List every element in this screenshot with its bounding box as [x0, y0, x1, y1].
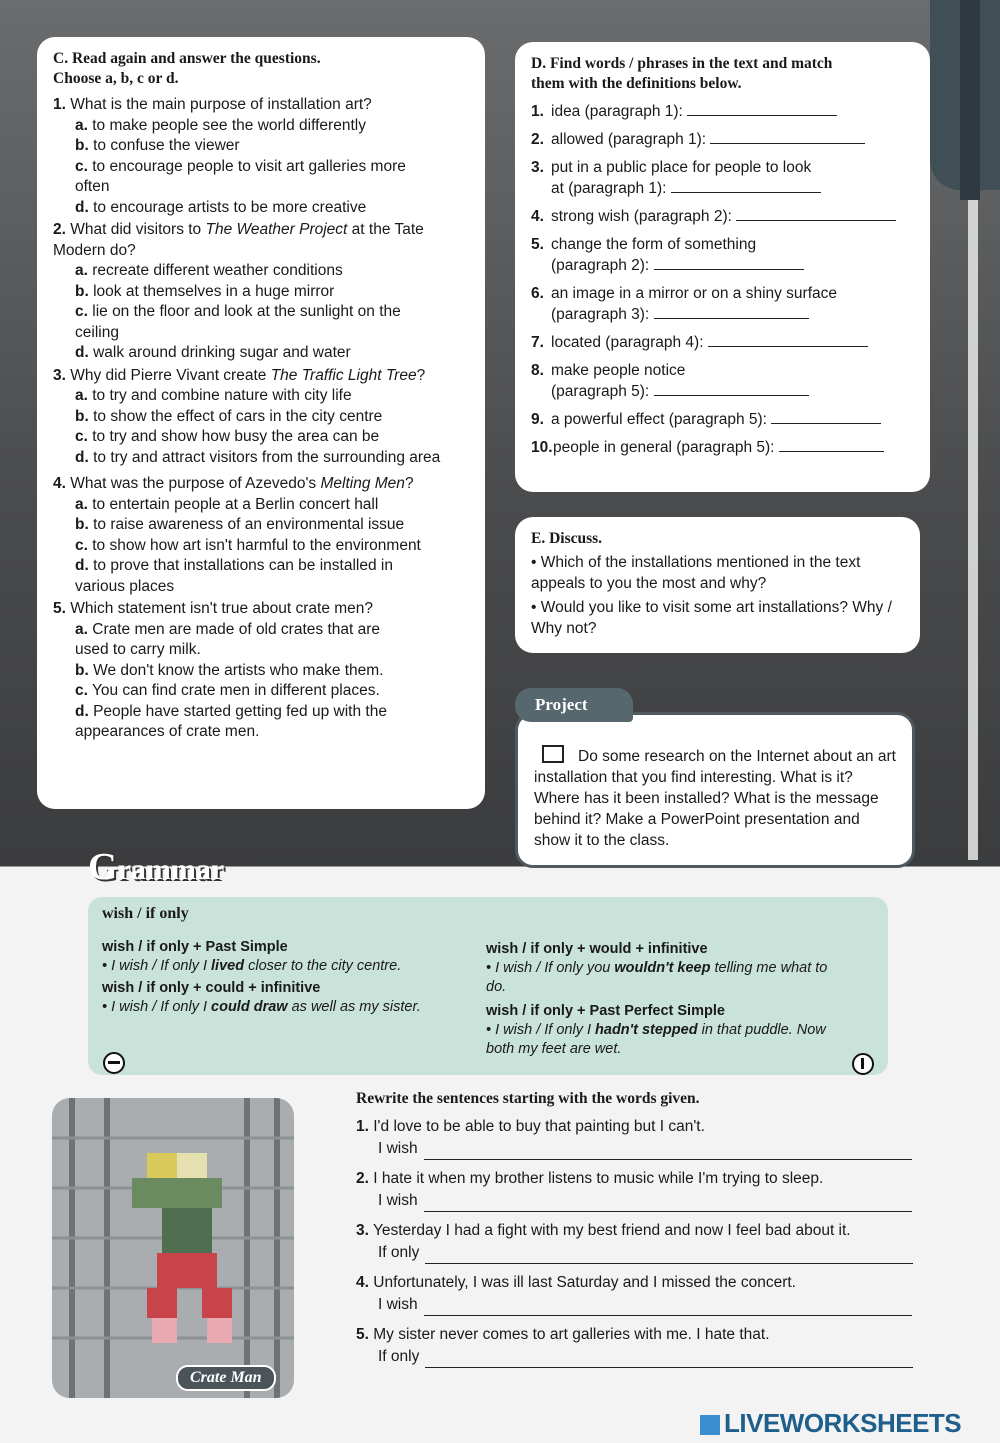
- crate-man-photo: [52, 1098, 294, 1398]
- definition-item: 7. located (paragraph 4):: [531, 332, 914, 353]
- definition-item: 8. make people notice (paragraph 5):: [531, 360, 914, 402]
- discussion-bullet: • Which of the installations mentioned in the text appeals to you the most and why?: [531, 554, 861, 592]
- definition-item: 4. strong wish (paragraph 2):: [531, 206, 914, 227]
- definition-item: 6. an image in a mirror or on a shiny surface (paragraph 3):: [531, 285, 838, 323]
- answer-blank[interactable]: [671, 178, 821, 193]
- definition-item: 2. allowed (paragraph 1):: [531, 129, 914, 150]
- answer-blank[interactable]: [687, 101, 837, 116]
- question-5: [53, 599, 469, 743]
- question-2: 2. What did visitors to The Weather Project at the Tate Modern do? a. recreate different weather conditions b. look at themselves in a huge mirror c. lie on the floor and look at the sunlight on the ceiling d. walk around drinking sugar and water: [53, 220, 469, 364]
- definition-item: 9. a powerful effect (paragraph 5):: [531, 409, 914, 430]
- answer-blank[interactable]: [779, 437, 884, 452]
- definition-item: 3. put in a public place for people to look at (paragraph 1):: [531, 157, 914, 199]
- project-box: [515, 712, 915, 868]
- grammar-example: • I wish / If only I hadn't stepped in that puddle. Now both my feet are wet.: [486, 1022, 826, 1057]
- rewrite-item: 2. I hate it when my brother listens to music while I'm trying to sleep. I wish: [342, 1168, 942, 1212]
- answer-line[interactable]: [425, 1249, 913, 1264]
- answer-blank[interactable]: [654, 304, 809, 319]
- rewrite-item: 3. Yesterday I had a fight with my best friend and now I feel bad about it. If only: [342, 1220, 942, 1264]
- section-c-box: [37, 37, 485, 809]
- question-text: Which statement isn't true about crate men?: [70, 600, 374, 617]
- grammar-rule: wish / if only + Past Simple: [102, 939, 288, 955]
- exclamation-circle-icon: [852, 1053, 874, 1075]
- option[interactable]: a. recreate different weather conditions: [75, 262, 343, 279]
- rewrite-header: Rewrite the sentences starting with the words given.: [356, 1090, 700, 1107]
- answer-line[interactable]: [424, 1197, 912, 1212]
- photo-caption: Crate Man: [176, 1365, 276, 1391]
- section-e-header: E. Discuss.: [531, 530, 603, 547]
- liveworksheets-logo[interactable]: LIVEWORKSHEETS: [700, 1408, 961, 1439]
- answer-blank[interactable]: [654, 381, 809, 396]
- answer-blank[interactable]: [736, 206, 896, 221]
- question-3: 3. Why did Pierre Vivant create The Traffic Light Tree? a. to try and combine nature with city life b. to show the effect of cars in the city centre c. to try and show how busy the area can be d. to try and attract visitors from the surrounding area: [53, 366, 469, 469]
- rewrite-item: 5. My sister never comes to art galleries with me. I hate that. If only: [342, 1324, 942, 1368]
- rewrite-item: 4. Unfortunately, I was ill last Saturday and I missed the concert. I wish: [342, 1272, 942, 1316]
- rewrite-item: 1. I'd love to be able to buy that painting but I can't. I wish: [342, 1116, 942, 1160]
- section-d-subheader: them with the definitions below.: [531, 75, 742, 92]
- option[interactable]: a. to make people see the world differently: [75, 116, 366, 134]
- answer-blank[interactable]: [771, 409, 881, 424]
- grammar-col-right: [486, 939, 846, 1059]
- option[interactable]: c. to show how art isn't harmful to the environment: [75, 536, 421, 554]
- question-number: 1.: [53, 96, 66, 113]
- option[interactable]: d. to encourage artists to be more creative: [75, 198, 367, 216]
- grammar-rule: wish / if only + could + infinitive: [102, 980, 321, 996]
- answer-blank[interactable]: [710, 129, 865, 144]
- answer-blank[interactable]: [708, 332, 868, 347]
- option[interactable]: a. Crate men are made of old crates that are used to carry milk.: [75, 620, 381, 658]
- grammar-example: • I wish / If only I could draw as well as my sister.: [102, 999, 421, 1015]
- section-d-header: D. Find words / phrases in the text and match: [531, 55, 833, 72]
- option[interactable]: c. to try and show how busy the area can be: [75, 428, 380, 445]
- section-c-subheader: Choose a, b, c or d.: [53, 70, 179, 87]
- project-text: Do some research on the Internet about an art installation that you find interesting. What is it? Where has it been installed? What is the message behind it? Make a PowerPoint presentation and show it to the class.: [534, 748, 896, 849]
- grammar-col-left: [102, 937, 482, 1017]
- discussion-bullet: • Would you like to visit some art installations? Why / Why not?: [531, 599, 892, 637]
- section-c-header: C. Read again and answer the questions.: [53, 50, 321, 67]
- option[interactable]: b. We don't know the artists who make them.: [75, 661, 384, 679]
- option[interactable]: d. to prove that installations can be installed in various places: [75, 557, 393, 595]
- crate-man-illustration: [52, 1098, 294, 1398]
- answer-blank[interactable]: [654, 255, 804, 270]
- option[interactable]: d. People have started getting fed up with the appearances of crate men.: [75, 702, 387, 740]
- section-d-box: [515, 42, 930, 492]
- grammar-rule: wish / if only + Past Perfect Simple: [486, 1003, 725, 1019]
- question-number: 2.: [53, 221, 66, 238]
- logo-icon: [700, 1415, 720, 1435]
- option[interactable]: b. look at themselves in a huge mirror: [75, 282, 335, 300]
- section-e-box: [515, 517, 920, 653]
- question-4: 4. What was the purpose of Azevedo's Melting Men? a. to entertain people at a Berlin concert hall b. to raise awareness of an environmental issue c. to show how art isn't harmful to the environment d. to prove that installations can be installed in various places: [53, 474, 469, 597]
- option[interactable]: a. to try and combine nature with city life: [75, 387, 352, 404]
- project-tab: Project: [515, 688, 633, 722]
- answer-line[interactable]: [424, 1301, 912, 1316]
- definition-item: 10. people in general (paragraph 5):: [531, 437, 914, 458]
- definition-item: 1. idea (paragraph 1):: [531, 101, 914, 122]
- question-number: 4.: [53, 475, 66, 492]
- option[interactable]: b. to confuse the viewer: [75, 137, 240, 154]
- option[interactable]: b. to show the effect of cars in the city centre: [75, 407, 383, 425]
- rewrite-exercise: [342, 1090, 942, 1410]
- question-1: [53, 95, 469, 218]
- grammar-example: • I wish / If only I lived closer to the city centre.: [102, 958, 402, 974]
- grammar-box-title: wish / if only: [102, 905, 189, 922]
- option[interactable]: b. to raise awareness of an environmental issue: [75, 516, 405, 533]
- question-text: What is the main purpose of installation art?: [70, 96, 372, 113]
- corner-decoration-bar: [960, 0, 980, 200]
- question-number: 3.: [53, 366, 66, 384]
- grammar-box: [88, 897, 888, 1075]
- option[interactable]: d. to try and attract visitors from the surrounding area: [75, 448, 441, 466]
- question-number: 5.: [53, 600, 66, 617]
- answer-line[interactable]: [425, 1353, 913, 1368]
- grammar-rule: wish / if only + would + infinitive: [486, 941, 708, 957]
- grammar-title: Grammar: [88, 846, 225, 888]
- option[interactable]: c. lie on the floor and look at the sunlight on the ceiling: [75, 303, 401, 341]
- option[interactable]: a. to entertain people at a Berlin concert hall: [75, 495, 379, 513]
- computer-icon: [542, 745, 564, 763]
- option[interactable]: c. to encourage people to visit art galleries more often: [75, 157, 406, 195]
- grammar-example: • I wish / If only you wouldn't keep telling me what to do.: [486, 960, 828, 995]
- answer-line[interactable]: [424, 1145, 912, 1160]
- option[interactable]: d. walk around drinking sugar and water: [75, 344, 351, 361]
- definition-item: 5. change the form of something (paragraph 2):: [531, 234, 914, 276]
- option[interactable]: c. You can find crate men in different places.: [75, 682, 380, 699]
- minus-circle-icon: [103, 1052, 125, 1074]
